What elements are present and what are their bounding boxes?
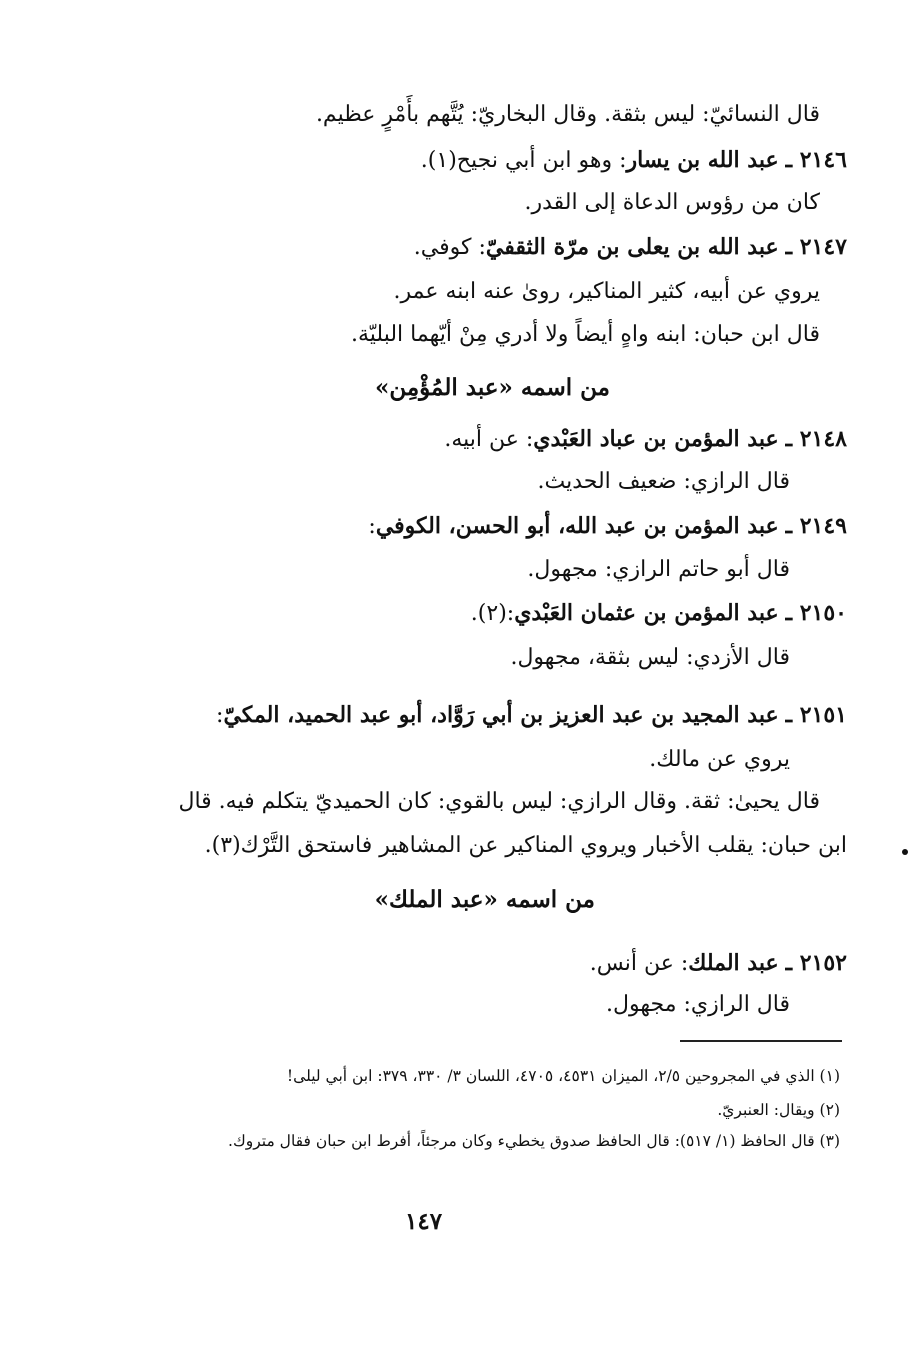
entry-rest: :(٢). [470,601,515,626]
text-line: ابن حبان: يقلب الأخبار ويروي المناكير عن المشاهير فاستحق التَّرْك(٣). [204,833,847,858]
entry-name: عبد الله بن يسار [626,147,779,173]
section-heading: من اسمه «عبد المُؤْمِن» [374,374,610,401]
entry-number: ٢١٤٨ ـ [785,426,847,452]
footnote-separator [680,1040,842,1042]
entry-name: عبد المؤمن بن عثمان العَبْدي [514,600,779,626]
footnote: (١) الذي في المجروحين ٢/٥، الميزان ٤٥٣١، ٤٧٠٥، اللسان ٣/ ٣٣٠، ٣٧٩: ابن أبي ليلى! [286,1067,840,1085]
entry-number: ٢١٥١ ـ [785,702,847,728]
entry-rest: : وهو ابن أبي نجيح(١). [420,148,627,173]
section-heading: من اسمه «عبد الملك» [374,886,595,913]
text-line: قال يحيىٰ: ثقة. وقال الرازي: ليس بالقوي: كان الحميديّ يتكلم فيه. قال [178,789,820,814]
entry-2149 [368,511,847,542]
entry-name: عبد المجيد بن عبد العزيز بن أبي رَوَّاد، أبو عبد الحميد، المكيّ [223,702,779,728]
entry-2151 [216,700,847,731]
margin-dot [902,849,908,855]
text-line: قال النسائيّ: ليس بثقة. وقال البخاريّ: يُتَّهم بأَمْرٍ عظيم. [315,102,820,127]
footnote: (٢) ويقال: العنبريّ. [717,1101,840,1119]
entry-name: عبد الملك [688,950,779,976]
text-line: قال ابن حبان: ابنه واهٍ أيضاً ولا أدري مِنْ أيّهما البليّة. [351,322,820,347]
text-line: قال الرازي: ضعيف الحديث. [537,469,790,494]
text-line: يروي عن أبيه، كثير المناكير، روىٰ عنه ابنه عمر. [393,279,820,304]
text-line: كان من رؤوس الدعاة إلى القدر. [524,190,820,215]
entry-rest: : عن أبيه. [444,427,534,452]
entry-2146 [421,145,847,176]
entry-number: ٢١٥٠ ـ [785,600,847,626]
entry-number: ٢١٤٩ ـ [785,513,847,539]
entry-number: ٢١٤٦ ـ [785,147,847,173]
entry-number: ٢١٤٧ ـ [785,234,847,260]
page-number: ١٤٧ [405,1208,443,1235]
entry-number: ٢١٥٢ ـ [785,950,847,976]
entry-2152 [590,948,847,979]
entry-name: عبد المؤمن بن عباد العَبْدي [533,426,779,452]
footnote: (٣) قال الحافظ (١/ ٥١٧): قال الحافظ صدوق يخطيء وكان مرجئاً، أفرط ابن حبان فقال متروك. [228,1132,840,1150]
entry-rest: : كوفي. [413,235,486,260]
entry-name: عبد المؤمن بن عبد الله، أبو الحسن، الكوفي [375,513,779,539]
text-line: يروي عن مالك. [649,747,790,772]
entry-2147 [414,232,847,263]
entry-2150 [471,598,847,629]
text-line: قال أبو حاتم الرازي: مجهول. [527,557,790,582]
entry-name: عبد الله بن يعلى بن مرّة الثقفيّ [485,234,779,260]
entry-2148 [444,424,847,455]
entry-rest: : [368,514,376,539]
entry-rest: : [216,703,224,728]
text-line: قال الرازي: مجهول. [606,992,790,1017]
entry-rest: : عن أنس. [589,951,689,976]
text-line: قال الأزدي: ليس بثقة، مجهول. [510,645,790,670]
